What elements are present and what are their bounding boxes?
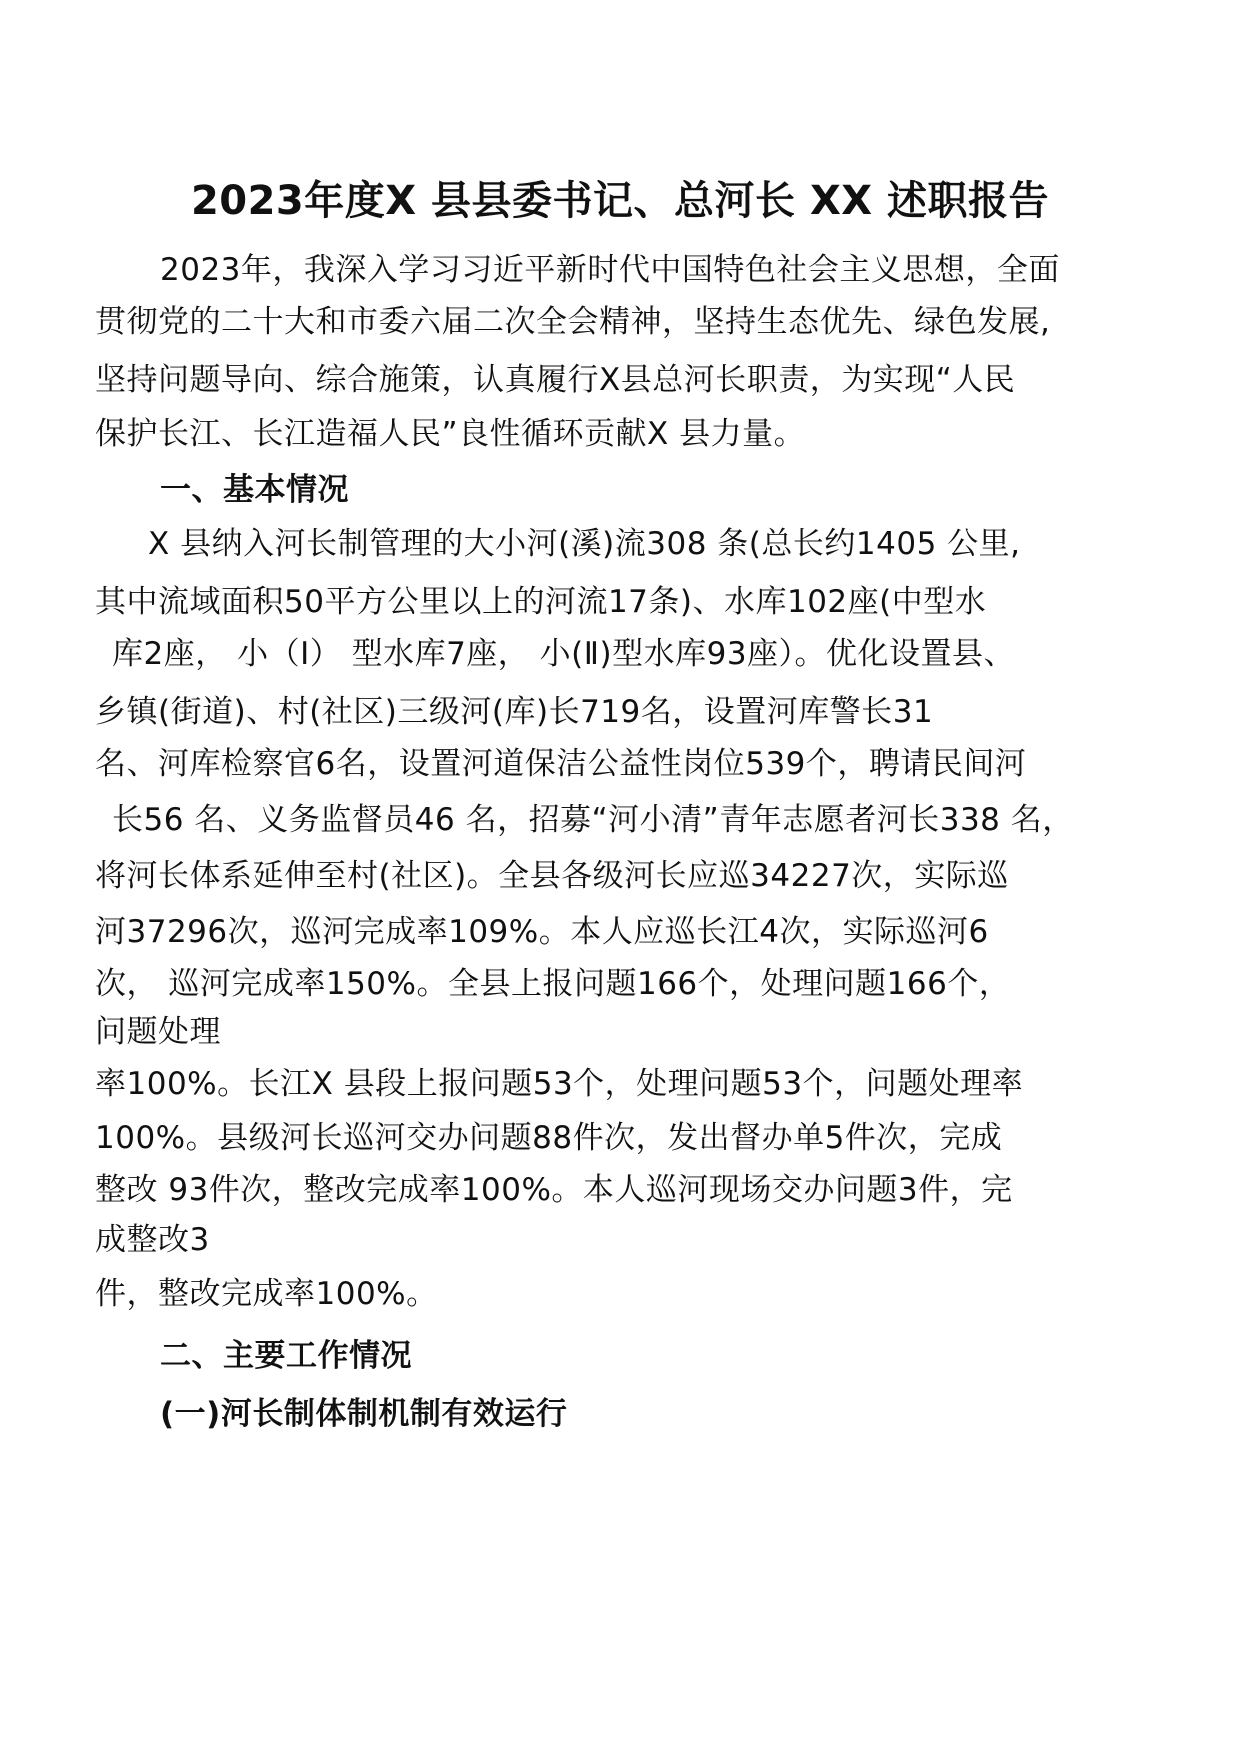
section1-line-11: 率100%。长江X 县段上报问题53个，处理问题53个，问题处理率 (95, 1066, 1024, 1102)
section1-line-14: 成整改3 (95, 1222, 210, 1258)
section1-line-2: 其中流域面积50平方公里以上的河流17条)、水库102座(中型水 (95, 584, 987, 620)
section1-line-15: 件，整改完成率100%。 (95, 1276, 438, 1312)
section1-line-13: 整改 93件次，整改完成率100%。本人巡河现场交办问题3件，完 (95, 1172, 1013, 1208)
section1-line-7: 将河长体系延伸至村(社区)。全县各级河长应巡34227次，实际巡 (95, 858, 1009, 894)
intro-line-3: 坚持问题导向、综合施策，认真履行X县总河长职责，为实现“人民 (95, 362, 1016, 398)
section-heading-basic: 一、基本情况 (160, 472, 349, 508)
section-heading-main-work: 二、主要工作情况 (160, 1338, 412, 1374)
section1-line-4: 乡镇(街道)、村(社区)三级河(库)长719名，设置河库警长31 (95, 694, 934, 730)
section1-line-5: 名、河库检察官6名，设置河道保洁公益性岗位539个，聘请民间河 (95, 746, 1027, 782)
section1-line-9: 次， 巡河完成率150%。全县上报问题166个，处理问题166个， (95, 966, 1011, 1002)
section1-line-12: 100%。县级河长巡河交办问题88件次，发出督办单5件次，完成 (95, 1120, 1003, 1156)
section1-line-8: 河37296次，巡河完成率109%。本人应巡长江4次，实际巡河6 (95, 914, 989, 950)
section1-line-1: X 县纳入河长制管理的大小河(溪)流308 条(总长约1405 公里, (148, 526, 1021, 562)
intro-line-2: 贯彻党的二十大和市委六届二次全会精神，坚持生态优先、绿色发展, (95, 304, 1051, 340)
intro-line-1: 2023年，我深入学习习近平新时代中国特色社会主义思想，全面 (160, 252, 1060, 288)
section1-line-10: 问题处理 (95, 1014, 221, 1050)
subsection-heading-river-chief-system: (一)河长制体制机制有效运行 (160, 1396, 568, 1432)
document-title: 2023年度X 县县委书记、总河长 XX 述职报告 (190, 178, 1050, 224)
section1-line-3: 库2座， 小（I） 型水库7座， 小(Ⅱ)型水库93座）。优化设置县、 (112, 636, 1016, 672)
intro-line-4: 保护长江、长江造福人民”良性循环贡献X 县力量。 (95, 416, 806, 452)
section1-line-6: 长56 名、义务监督员46 名，招募“河小清”青年志愿者河长338 名， (112, 802, 1074, 838)
